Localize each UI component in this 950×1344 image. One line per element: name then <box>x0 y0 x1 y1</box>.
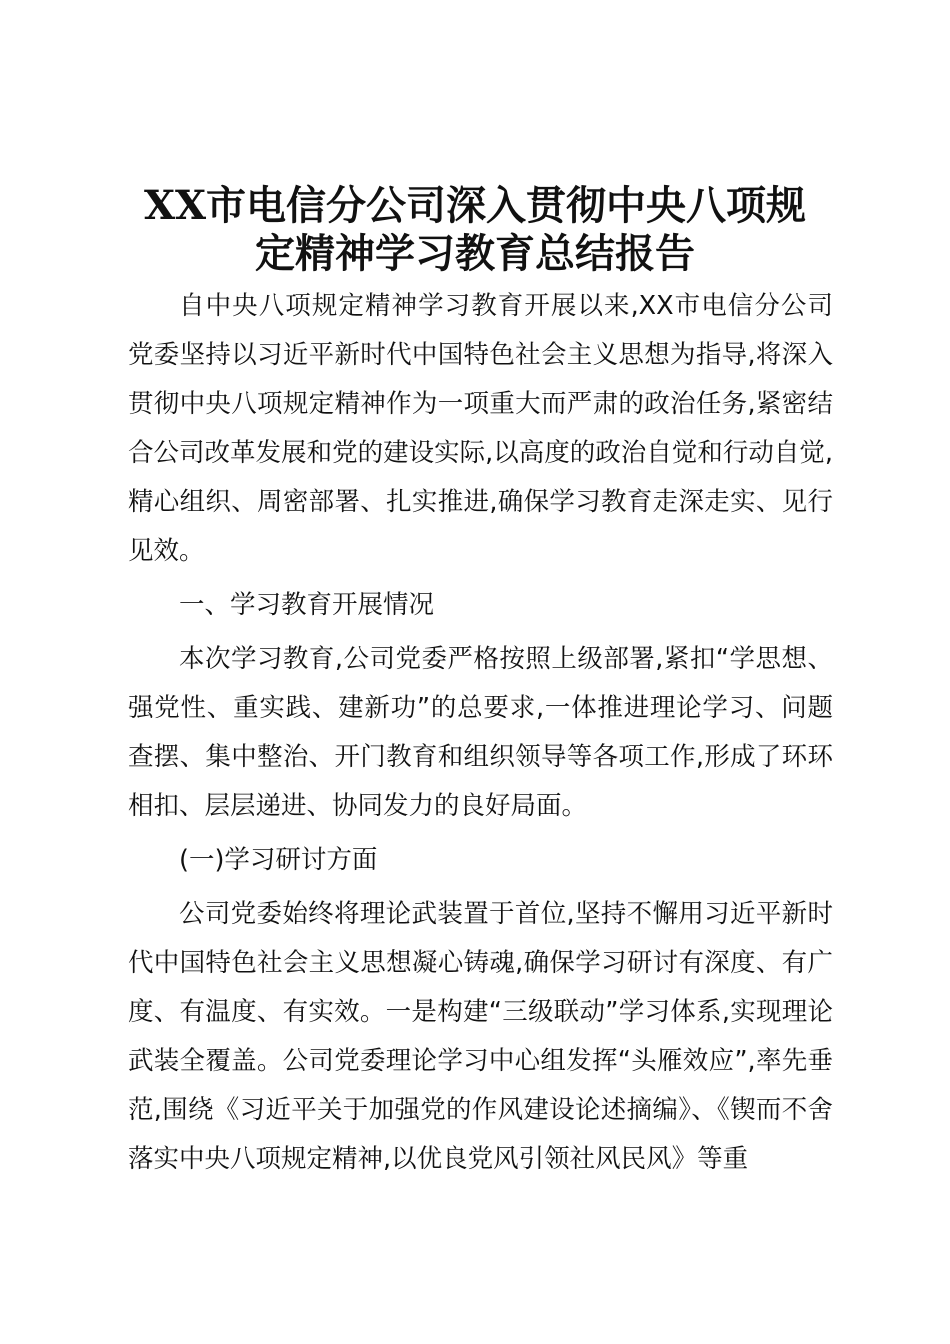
document-body <box>128 282 833 1184</box>
section-heading-1: 一、学习教育开展情况 <box>179 590 435 620</box>
section-1-paragraph: 本次学习教育,公司党委严格按照上级部署,紧扣“学思想、强党性、重实践、建新功”的总要求,一体推进理论学习、问题查摆、集中整治、开门教育和组织领导等各项工作,形成了环环相扣、层层递进、协同发力的良好局面。 <box>128 644 833 821</box>
intro-paragraph: 自中央八项规定精神学习教育开展以来,XX市电信分公司党委坚持以习近平新时代中国特色社会主义思想为指导,将深入贯彻中央八项规定精神作为一项重大而严肃的政治任务,紧密结合公司改革发展和党的建设实际,以高度的政治自觉和行动自觉,精心组织、周密部署、扎实推进,确保学习教育走深走实、见行见效。 <box>128 291 833 566</box>
title-line-2: 定精神学习教育总结报告 <box>255 230 695 277</box>
document-title <box>120 182 830 278</box>
subsection-heading-1: (一)学习研讨方面 <box>179 845 378 875</box>
subsection-1-paragraph: 公司党委始终将理论武装置于首位,坚持不懈用习近平新时代中国特色社会主义思想凝心铸魂,确保学习研讨有深度、有广度、有温度、有实效。一是构建“三级联动”学习体系,实现理论武装全覆盖。公司党委理论学习中心组发挥“头雁效应”,率先垂范,围绕《习近平关于加强党的作风建设论述摘编》、《锲而不舍落实中央八项规定精神,以优良党风引领社风民风》等重 <box>128 899 833 1174</box>
title-line-1: XX市电信分公司深入贯彻中央八项规 <box>143 182 807 229</box>
